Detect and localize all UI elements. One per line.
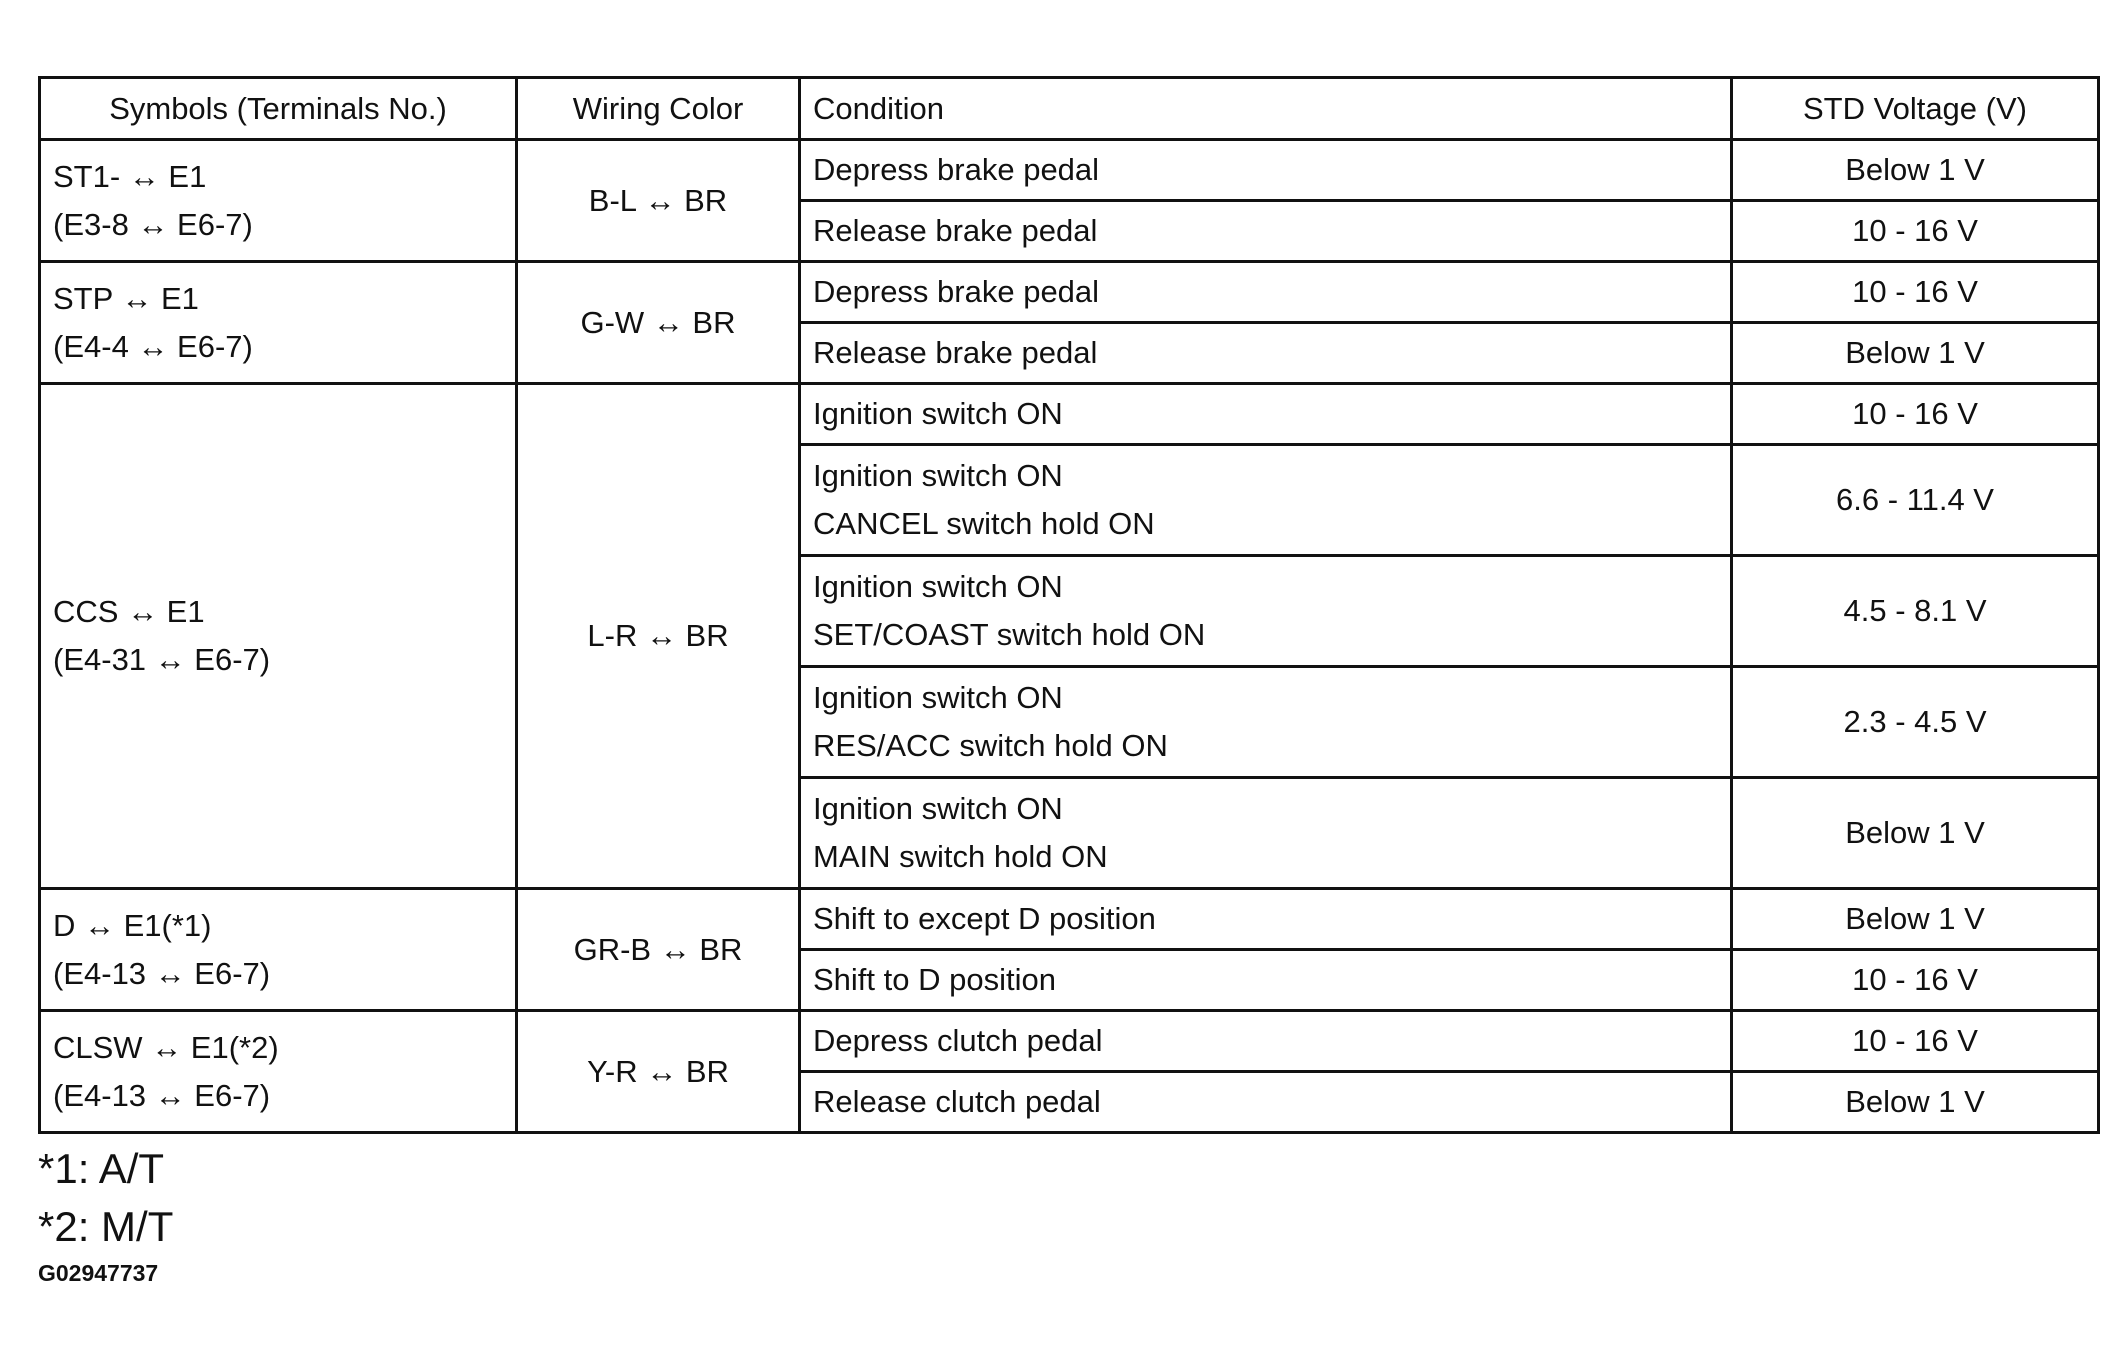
- std-voltage-cell: Below 1 V: [1732, 889, 2099, 950]
- header-condition: Condition: [800, 78, 1732, 140]
- condition-line: Ignition switch ON: [813, 791, 1063, 826]
- condition-line: Ignition switch ON: [813, 680, 1063, 715]
- figure-id: G02947737: [38, 1260, 159, 1286]
- table-header-row: [40, 78, 2099, 140]
- table-row: [40, 889, 2099, 950]
- terminal-numbers: (E4-4 ↔ E6-7): [53, 328, 253, 364]
- condition-cell: [800, 140, 1732, 201]
- wiring-color-cell: G-W ↔ BR: [517, 262, 800, 384]
- symbol-label: ST1- ↔ E1: [53, 158, 207, 194]
- symbol-cell: [40, 140, 517, 262]
- table-row: [40, 1011, 2099, 1072]
- std-voltage-cell: 4.5 - 8.1 V: [1732, 556, 2099, 667]
- condition-cell: [800, 889, 1732, 950]
- std-voltage-cell: 10 - 16 V: [1732, 384, 2099, 445]
- wiring-color-cell: GR-B ↔ BR: [517, 889, 800, 1011]
- symbol-cell: [40, 262, 517, 384]
- wiring-color-cell: B-L ↔ BR: [517, 140, 800, 262]
- condition-line: Release clutch pedal: [813, 1084, 1101, 1119]
- symbol-cell: [40, 384, 517, 889]
- header-symbols: Symbols (Terminals No.): [40, 78, 517, 140]
- std-voltage-cell: 10 - 16 V: [1732, 262, 2099, 323]
- condition-cell: [800, 950, 1732, 1011]
- condition-line: Ignition switch ON: [813, 458, 1063, 493]
- condition-cell: [800, 323, 1732, 384]
- terminal-numbers: (E4-13 ↔ E6-7): [53, 1077, 271, 1113]
- std-voltage-cell: Below 1 V: [1732, 140, 2099, 201]
- std-voltage-cell: Below 1 V: [1732, 1072, 2099, 1133]
- table-row: [40, 262, 2099, 323]
- std-voltage-cell: 10 - 16 V: [1732, 1011, 2099, 1072]
- condition-cell: [800, 1011, 1732, 1072]
- std-voltage-cell: 10 - 16 V: [1732, 201, 2099, 262]
- std-voltage-cell: Below 1 V: [1732, 778, 2099, 889]
- condition-cell: [800, 667, 1732, 778]
- header-std-voltage: STD Voltage (V): [1732, 78, 2099, 140]
- condition-line: MAIN switch hold ON: [813, 839, 1108, 874]
- std-voltage-cell: Below 1 V: [1732, 323, 2099, 384]
- condition-line: Shift to D position: [813, 962, 1056, 997]
- wiring-color-cell: Y-R ↔ BR: [517, 1011, 800, 1133]
- table-row: [40, 384, 2099, 445]
- footnotes: [38, 1140, 173, 1256]
- wiring-color-cell: L-R ↔ BR: [517, 384, 800, 889]
- condition-cell: [800, 262, 1732, 323]
- condition-line: Ignition switch ON: [813, 396, 1063, 431]
- symbol-label: D ↔ E1(*1): [53, 907, 212, 943]
- condition-line: Depress clutch pedal: [813, 1023, 1103, 1058]
- symbol-cell: [40, 889, 517, 1011]
- condition-line: CANCEL switch hold ON: [813, 506, 1155, 541]
- symbol-cell: [40, 1011, 517, 1133]
- table-row: [40, 140, 2099, 201]
- terminal-numbers: (E3-8 ↔ E6-7): [53, 206, 253, 242]
- condition-cell: [800, 778, 1732, 889]
- condition-line: Depress brake pedal: [813, 152, 1100, 187]
- condition-line: Depress brake pedal: [813, 274, 1100, 309]
- footnote-2: *2: M/T: [38, 1203, 174, 1250]
- header-wiring-color: Wiring Color: [517, 78, 800, 140]
- table-body: [40, 140, 2099, 1133]
- symbol-label: STP ↔ E1: [53, 280, 199, 316]
- condition-cell: [800, 201, 1732, 262]
- condition-line: Ignition switch ON: [813, 569, 1063, 604]
- condition-cell: [800, 1072, 1732, 1133]
- condition-cell: [800, 445, 1732, 556]
- terminal-numbers: (E4-13 ↔ E6-7): [53, 955, 271, 991]
- condition-line: Shift to except D position: [813, 901, 1156, 936]
- symbol-label: CLSW ↔ E1(*2): [53, 1029, 279, 1065]
- condition-line: Release brake pedal: [813, 335, 1098, 370]
- std-voltage-cell: 6.6 - 11.4 V: [1732, 445, 2099, 556]
- std-voltage-cell: 2.3 - 4.5 V: [1732, 667, 2099, 778]
- condition-line: SET/COAST switch hold ON: [813, 617, 1206, 652]
- voltage-spec-table: [38, 76, 2100, 1134]
- terminal-numbers: (E4-31 ↔ E6-7): [53, 642, 271, 677]
- std-voltage-cell: 10 - 16 V: [1732, 950, 2099, 1011]
- condition-line: Release brake pedal: [813, 213, 1098, 248]
- symbol-label: CCS ↔ E1: [53, 594, 205, 629]
- condition-cell: [800, 384, 1732, 445]
- condition-line: RES/ACC switch hold ON: [813, 728, 1168, 763]
- condition-cell: [800, 556, 1732, 667]
- footnote-1: *1: A/T: [38, 1145, 165, 1192]
